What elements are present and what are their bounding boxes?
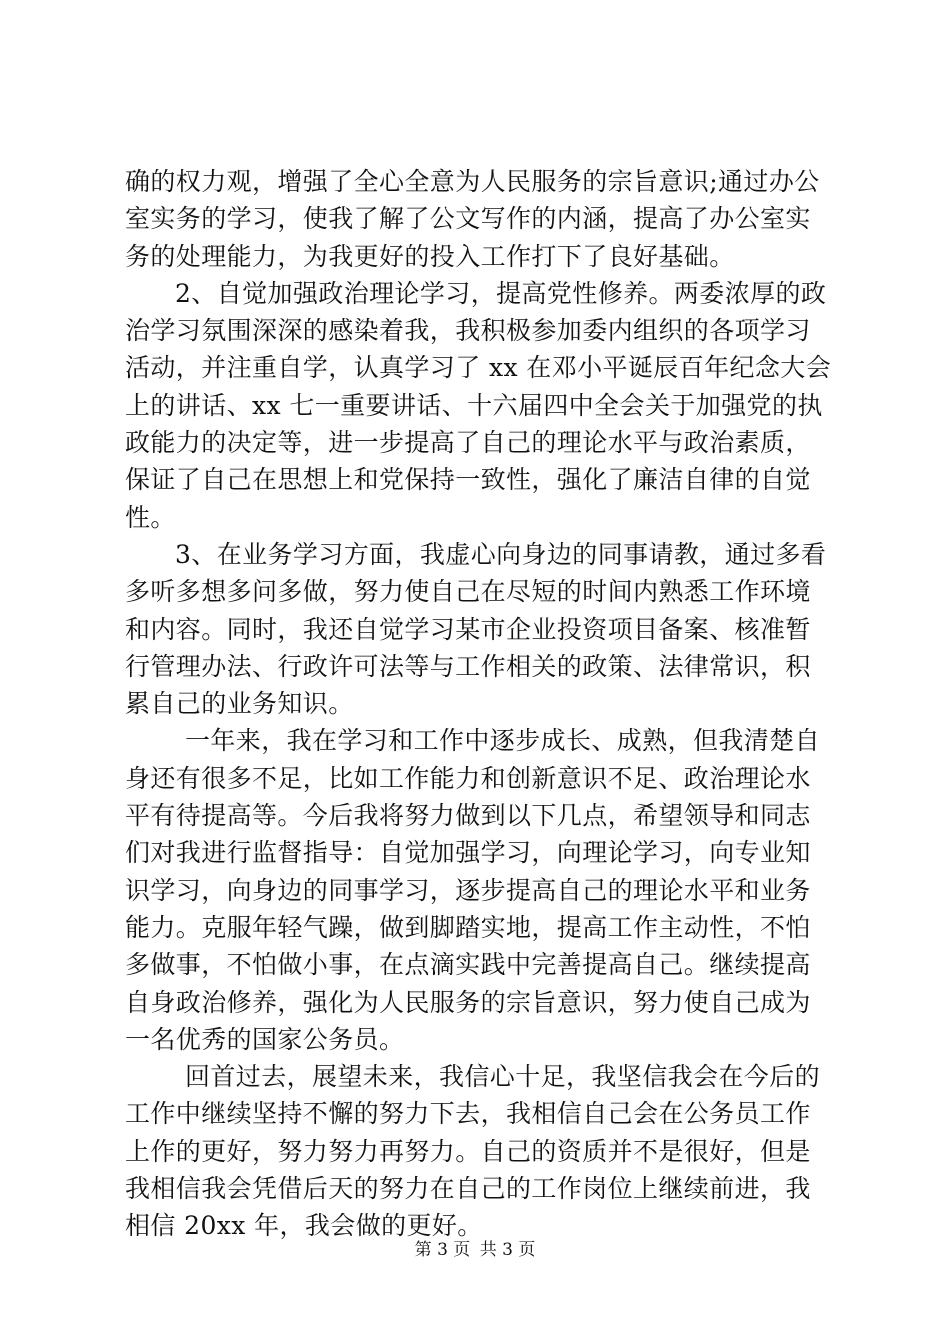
paragraph-start-line: 一年来，我在学习和工作中逐步成长、成熟，但我清楚自 <box>185 726 821 756</box>
text-line: 多做事，不怕做小事，在点滴实践中完善提高自己。继续提高 <box>125 950 811 980</box>
text-line: 政能力的决定等，进一步提高了自己的理论水平与政治素质， <box>125 428 811 458</box>
text-line: 身还有很多不足，比如工作能力和创新意识不足、政治理论水 <box>125 763 811 793</box>
text-line: 识学习，向身边的同事学习，逐步提高自己的理论水平和业务 <box>125 875 811 905</box>
text-line: 们对我进行监督指导：自觉加强学习，向理论学习，向专业知 <box>125 838 811 868</box>
text-line: 平有待提高等。今后我将努力做到以下几点，希望领导和同志 <box>125 801 811 831</box>
paragraph-start-line: 回首过去，展望未来，我信心十足，我坚信我会在今后的 <box>185 1062 821 1092</box>
text-line: 相信 20xx 年，我会做的更好。 <box>125 1211 483 1241</box>
text-line: 性。 <box>125 502 176 532</box>
text-line: 多听多想多问多做，努力使自己在尽短的时间内熟悉工作环境 <box>125 577 811 607</box>
text-line: 工作中继续坚持不懈的努力下去，我相信自己会在公务员工作 <box>125 1099 811 1129</box>
text-line: 确的权力观，增强了全心全意为人民服务的宗旨意识;通过办公 <box>125 167 820 196</box>
text-line: 行管理办法、行政许可法等与工作相关的政策、法律常识，积 <box>125 651 811 681</box>
text-line: 能力。克服年轻气躁，做到脚踏实地，提高工作主动性，不怕 <box>125 912 811 942</box>
paragraph-start-line: 2、自觉加强政治理论学习，提高党性修养。两委浓厚的政 <box>175 278 827 308</box>
text-line: 上的讲话、xx 七一重要讲话、十六届四中全会关于加强党的执 <box>125 390 823 420</box>
text-line: 累自己的业务知识。 <box>125 689 354 719</box>
text-line: 活动，并注重自学，认真学习了 xx 在邓小平诞辰百年纪念大会 <box>125 353 832 383</box>
text-line: 务的处理能力，为我更好的投入工作打下了良好基础。 <box>125 241 735 271</box>
text-line: 上作的更好，努力努力再努力。自己的资质并不是很好，但是 <box>125 1136 811 1166</box>
text-line: 我相信我会凭借后天的努力在自己的工作岗位上继续前进，我 <box>125 1174 811 1204</box>
text-line: 治学习氛围深深的感染着我，我积极参加委内组织的各项学习 <box>125 316 811 346</box>
page-total: 共 3 页 <box>479 1240 536 1260</box>
text-line: 室实务的学习，使我了解了公文写作的内涵，提高了办公室实 <box>125 204 811 234</box>
paragraph-start-line: 3、在业务学习方面，我虚心向身边的同事请教，通过多看 <box>175 539 827 569</box>
text-line: 一名优秀的国家公务员。 <box>125 1024 405 1054</box>
page-footer <box>0 1238 950 1262</box>
text-line: 自身政治修养，强化为人民服务的宗旨意识，努力使自己成为 <box>125 987 811 1017</box>
document-body <box>125 163 832 1245</box>
text-line: 保证了自己在思想上和党保持一致性，强化了廉洁自律的自觉 <box>125 465 811 495</box>
text-line: 和内容。同时，我还自觉学习某市企业投资项目备案、核准暂 <box>125 614 811 644</box>
page-number: 第 3 页 <box>414 1240 471 1260</box>
